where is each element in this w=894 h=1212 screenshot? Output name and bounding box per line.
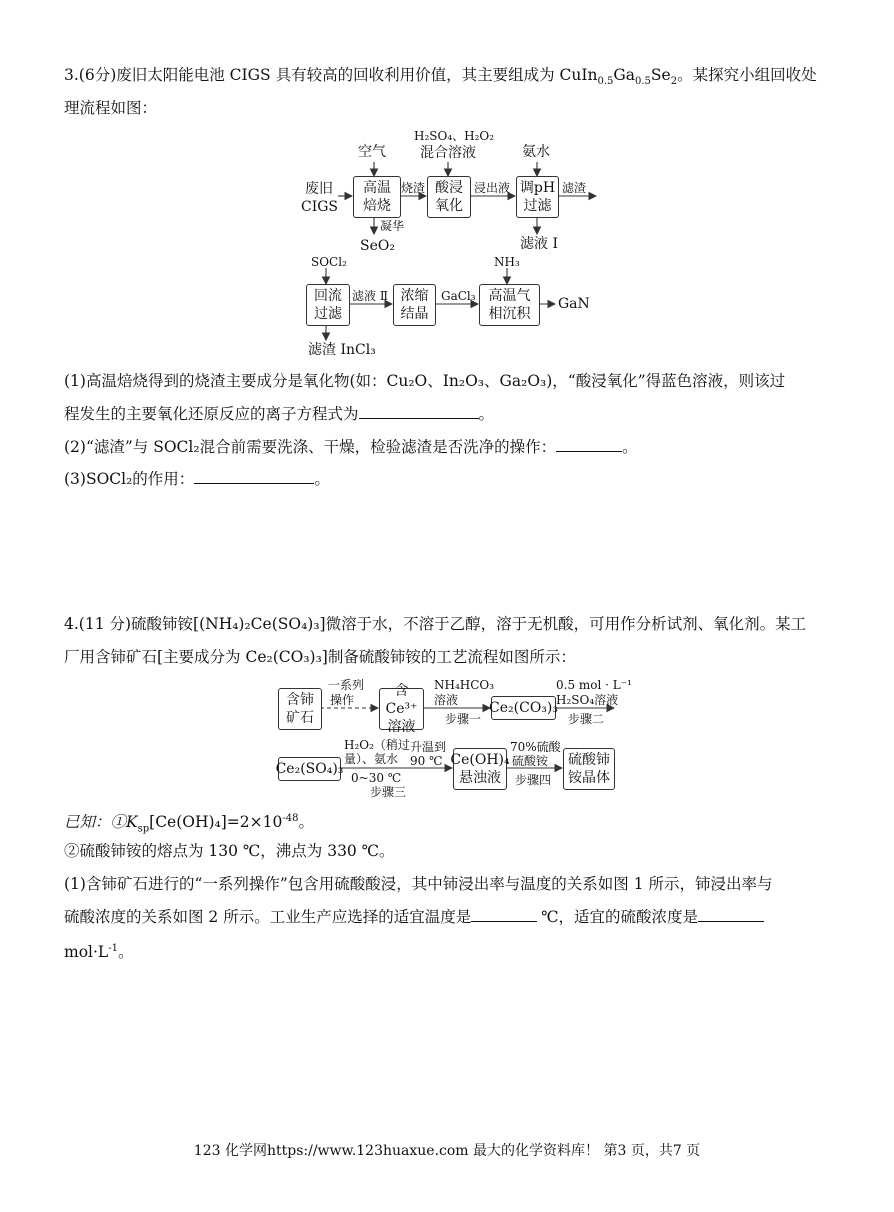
q3-box-reflux: 回流 过滤 xyxy=(306,284,350,326)
q4-acid-label-2: 硫酸铵 xyxy=(512,754,549,768)
q3-filtrate1-label: 滤液 I xyxy=(520,236,558,252)
q4-step3-label: 步骤三 xyxy=(370,785,407,799)
q3-sublim-label: 凝华 xyxy=(380,219,405,233)
q4-part1-line-2: 硫酸浓度的关系如图 2 所示。工业生产应选择的适宜温度是 ℃，适宜的硫酸浓度是 xyxy=(64,906,764,928)
q4-line-2: 厂用含铈矿石[主要成分为 Ce₂(CO₃)₃]制备硫酸铈铵的工艺流程如图所示： xyxy=(64,648,576,666)
q4-box-ceoh4: Ce(OH)₄ 悬浊液 xyxy=(453,748,507,790)
q4-h2o2-label-1: H₂O₂（稍过 xyxy=(344,738,410,752)
q4-temp-range-label: 0~30 ℃ xyxy=(351,771,402,785)
q3-seo2-label: SeO₂ xyxy=(360,238,395,254)
q3-arrow-label-5: GaCl₃ xyxy=(441,289,476,303)
answer-blank[interactable] xyxy=(698,907,764,922)
q3-box-concentrate: 浓缩 结晶 xyxy=(393,284,436,326)
q3-residue-label: 滤渣 InCl₃ xyxy=(308,342,376,358)
q4-h2o2-label-2: 量）、氨水 xyxy=(344,752,399,766)
q4-step2-label: 步骤二 xyxy=(568,712,605,726)
answer-blank[interactable] xyxy=(359,404,479,419)
q4-nh4hco3-label: NH₄HCO₃ xyxy=(434,678,495,692)
q3-socl2-label: SOCl₂ xyxy=(311,255,347,269)
q4-op-label-1: 一系列 xyxy=(328,678,365,692)
q4-step4-label: 步骤四 xyxy=(515,773,552,787)
answer-blank[interactable] xyxy=(471,907,537,922)
answer-blank[interactable] xyxy=(556,437,622,452)
q3-box-deposition: 高温气 相沉积 xyxy=(479,284,540,326)
q3-part1-line-1: (1)高温焙烧得到的烧渣主要成分是氧化物(如：Cu₂O、In₂O₃、Ga₂O₃)，“酸浸氧化”得蓝色溶液，则该过 xyxy=(64,372,786,390)
q3-part2: (2)“滤渣”与 SOCl₂混合前需要洗涤、干燥，检验滤渣是否洗净的操作： 。 xyxy=(64,438,638,456)
q4-heat-label-2: 90 ℃ xyxy=(410,754,443,768)
q4-solution-label: 溶液 xyxy=(434,693,459,707)
q3-arrow-label-2: 浸出液 xyxy=(474,181,511,195)
q3-reagent-1: H₂SO₄、H₂O₂ xyxy=(414,129,495,143)
q4-part1-line-3: $mol\cdot L^{-1}$。 xyxy=(64,943,134,962)
q3-arrow-label-1: 烧渣 xyxy=(401,181,426,195)
q4-box-ce3: 含Ce³⁺ 溶液 xyxy=(379,688,424,730)
q4-op-label-2: 操作 xyxy=(330,693,355,707)
q3-box-roast: 高温 焙烧 xyxy=(353,176,401,218)
q4-part1-line-1: (1)含铈矿石进行的“一系列操作”包含用硫酸酸浸，其中铈浸出率与温度的关系如图 1 所示，铈浸出率与 xyxy=(64,875,773,893)
q4-heat-label-1: 升温到 xyxy=(410,740,447,754)
q4-acid-label-1: 70%硫酸 xyxy=(510,740,561,754)
q3-arrow-label-4: 滤液 Ⅱ xyxy=(352,289,388,303)
q3-gan-label: GaN xyxy=(558,296,590,312)
q4-box-product: 硫酸铈 铵晶体 xyxy=(563,748,615,790)
q3-line-1: 3.(6分)废旧太阳能电池 CIGS 具有较高的回收利用价值，其主要组成为 $CuIn_{0.5}Ga_{0.5}Se_2$。某探究小组回收处 xyxy=(64,66,817,88)
q4-step1-label: 步骤一 xyxy=(445,712,482,726)
page-footer: 123 化学网https://www.123huaxue.com 最大的化学资料库！ 第3 页，共7 页 xyxy=(193,1143,701,1159)
q4-h2so4-label: H₂SO₄溶液 xyxy=(556,693,619,707)
q3-box-ph: 调pH 过滤 xyxy=(516,176,559,218)
q3-part1-line-2: 程发生的主要氧化还原反应的离子方程式为 。 xyxy=(64,405,495,423)
q4-known-1: 已知：$①K_{sp}[Ce(OH)_4]=2\times 10^{-48}$。 xyxy=(64,813,314,835)
q3-feed-label: 废旧 CIGS xyxy=(301,181,339,215)
q3-air-label: 空气 xyxy=(358,144,386,160)
q3-line-2: 理流程如图： xyxy=(64,99,158,117)
q3-part3: (3)SOCl₂的作用： 。 xyxy=(64,470,330,488)
q4-line-1: 4.(11 分)硫酸铈铵[(NH₄)₂Ce(SO₄)₃]微溶于水，不溶于乙醇，溶于无机酸，可用作分析试剂、氧化剂。某工 xyxy=(64,615,807,633)
q4-box-ce2co3: Ce₂(CO₃)₃ xyxy=(491,696,556,720)
q4-box-ore: 含铈 矿石 xyxy=(278,688,322,730)
q4-known-2: ②硫酸铈铵的熔点为 130 ℃，沸点为 330 ℃。 xyxy=(64,842,395,860)
q3-nh3-label: NH₃ xyxy=(494,255,520,269)
answer-blank[interactable] xyxy=(194,469,314,484)
q3-arrow-label-3: 滤渣 xyxy=(562,181,587,195)
q3-reagent-2: 混合溶液 xyxy=(420,145,476,161)
q3-ammonia-label: 氨水 xyxy=(522,144,550,160)
q4-h2so4-conc-label: 0.5 mol · L⁻¹ xyxy=(556,678,632,692)
q3-box-leach: 酸浸 氧化 xyxy=(427,176,471,218)
q4-box-ce2so4: Ce₂(SO₄)₃ xyxy=(278,757,341,781)
